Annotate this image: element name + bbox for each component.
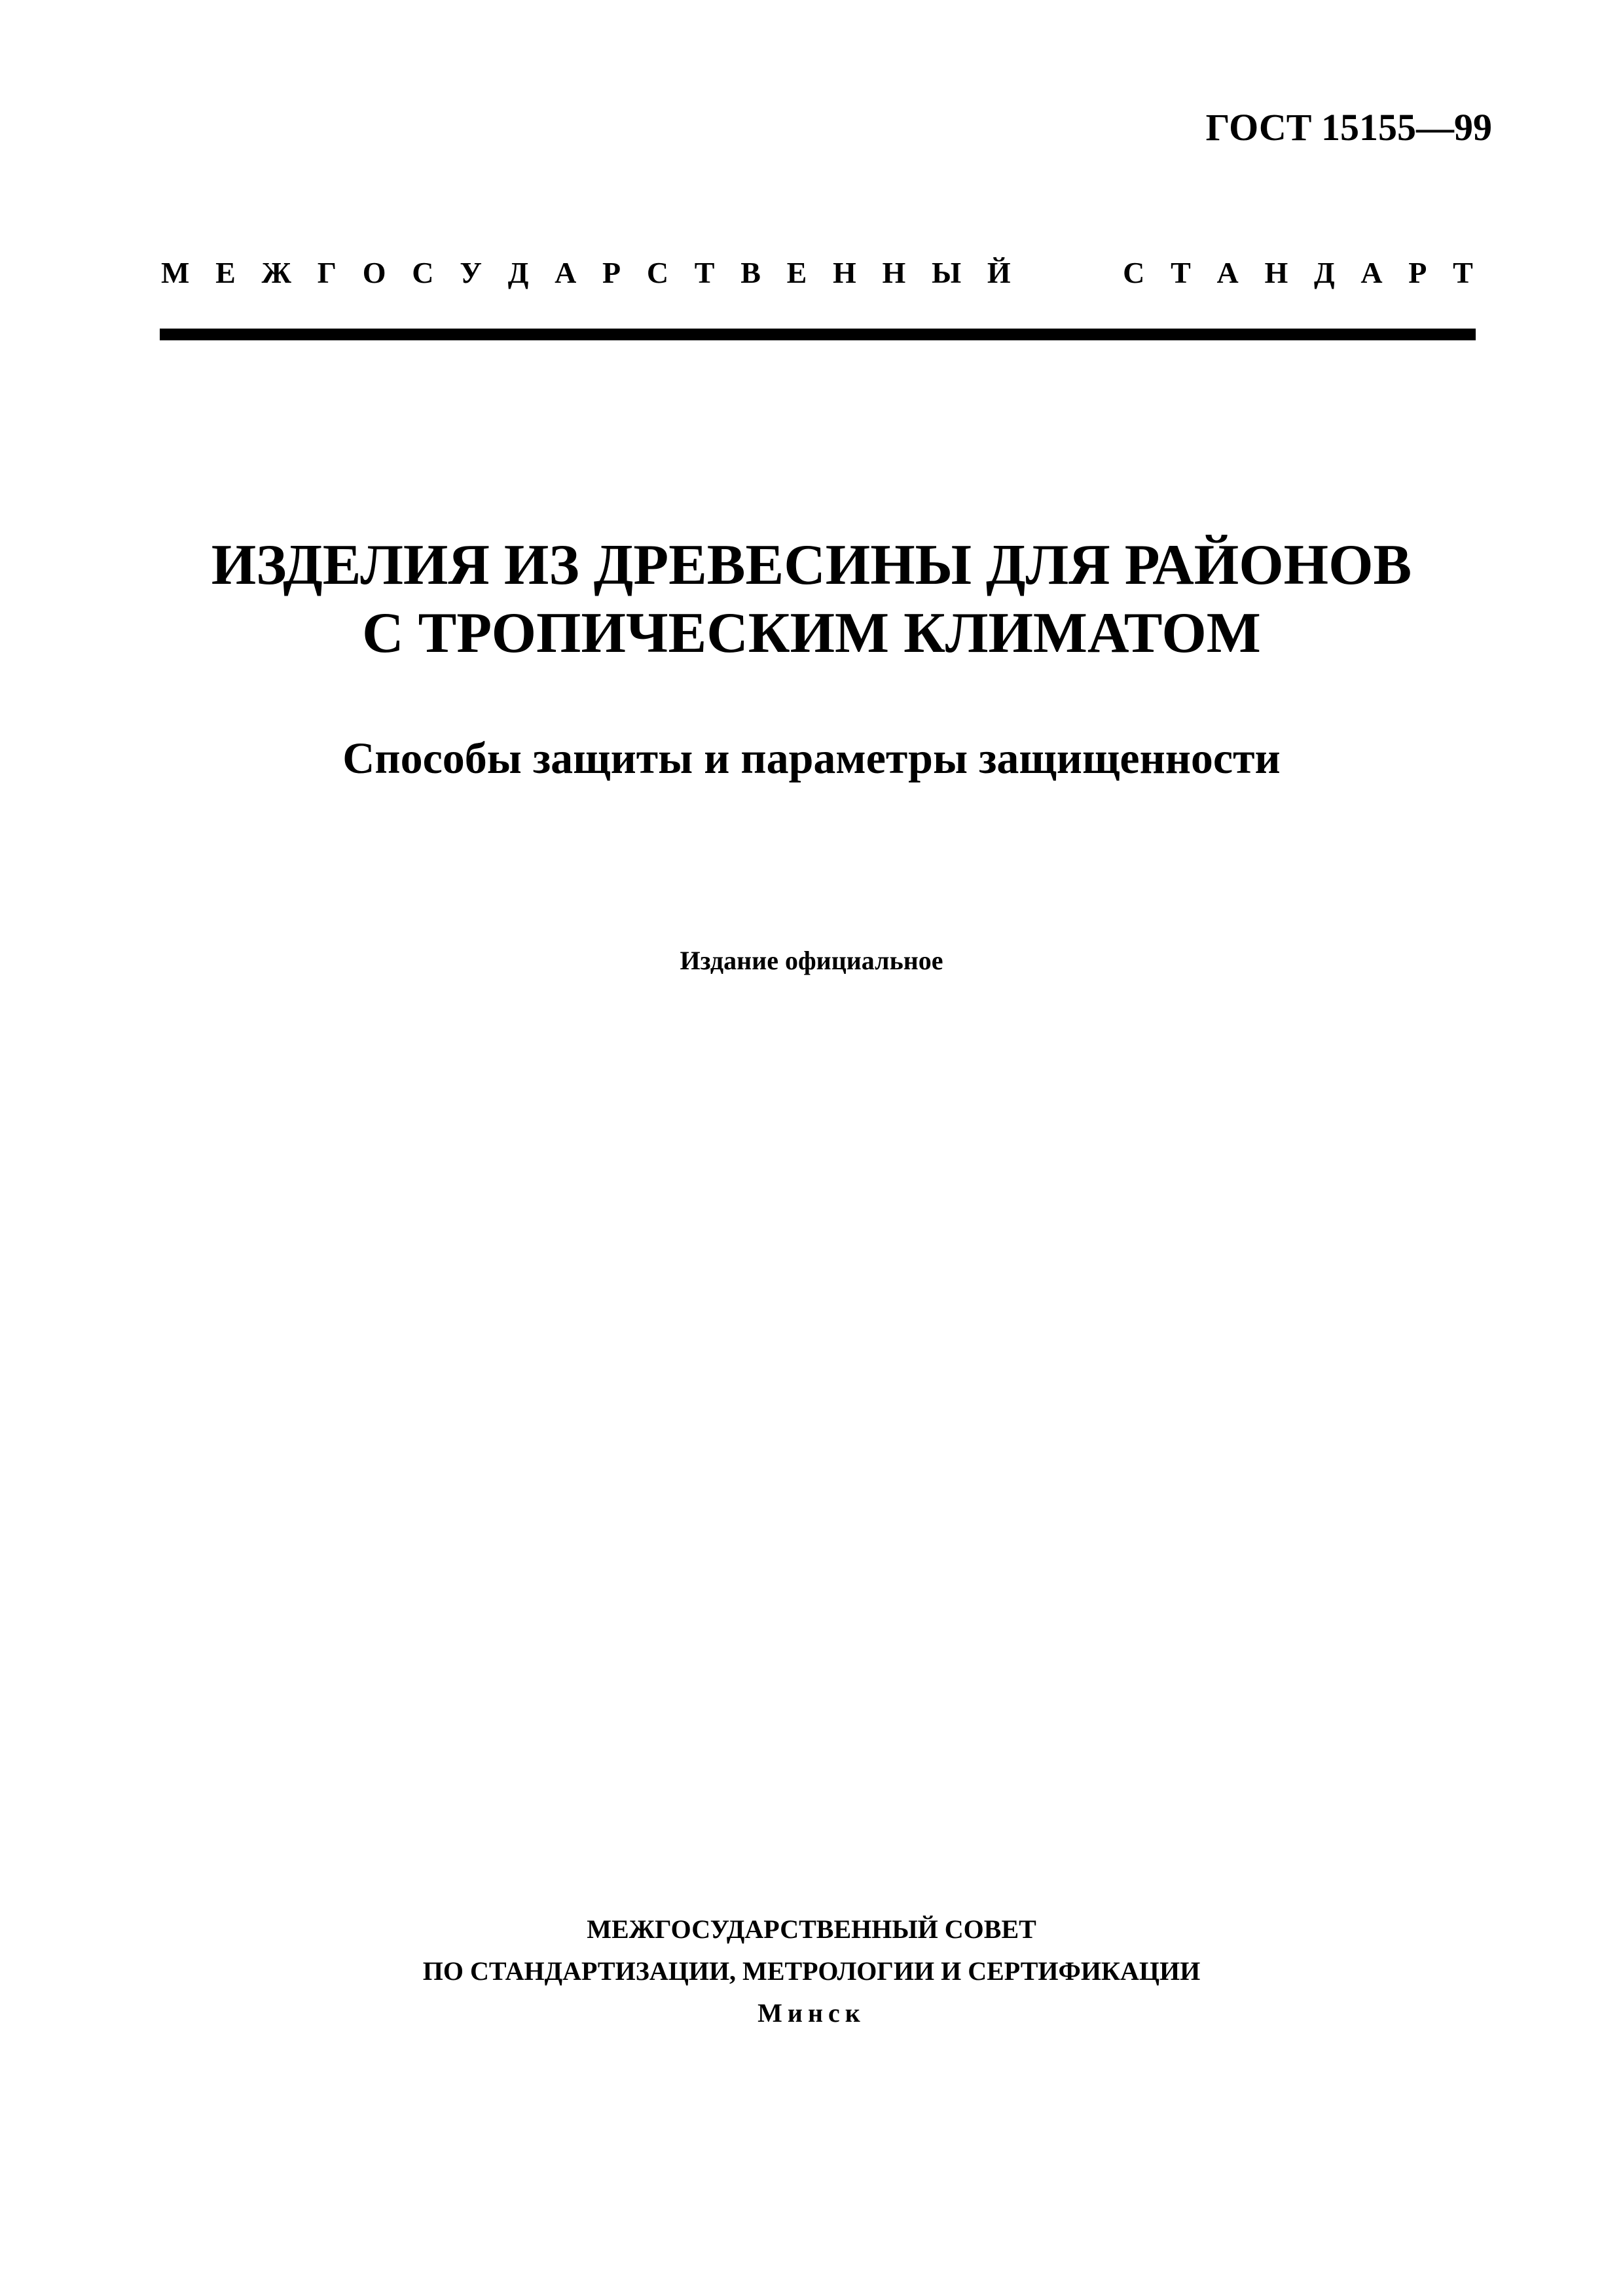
standard-type-letter-1-1: М xyxy=(161,256,190,289)
standard-type-letter-1-16: Н xyxy=(882,256,906,289)
document-title xyxy=(0,531,1623,668)
standard-type-letter-1-18: Й xyxy=(987,256,1011,289)
standard-type-letter-1-8: Д xyxy=(507,256,529,289)
standard-type-letter-2-6: А xyxy=(1360,256,1383,289)
header-rule xyxy=(160,329,1476,340)
standard-type-letter-1-13: В xyxy=(740,256,761,289)
title-line-2: С ТРОПИЧЕСКИМ КЛИМАТОМ xyxy=(362,601,1261,665)
standard-type-letter-1-6: С xyxy=(412,256,434,289)
standard-type-heading xyxy=(161,258,1473,288)
standard-type-letter-2-1: С xyxy=(1123,256,1145,289)
document-subtitle: Способы защиты и параметры защищенности xyxy=(342,733,1281,783)
title-line-1: ИЗДЕЛИЯ ИЗ ДРЕВЕСИНЫ ДЛЯ РАЙОНОВ xyxy=(211,533,1412,597)
document-number: ГОСТ 15155—99 xyxy=(1205,106,1492,149)
publisher-line-1: МЕЖГОСУДАРСТВЕННЫЙ СОВЕТ xyxy=(587,1914,1036,1944)
standard-type-letter-1-3: Ж xyxy=(261,256,292,289)
standard-type-letter-2-2: Т xyxy=(1171,256,1191,289)
standard-type-letter-2-8: Т xyxy=(1453,256,1473,289)
standard-type-letter-2-5: Д xyxy=(1313,256,1335,289)
standard-type-letter-1-17: Ы xyxy=(932,256,962,289)
standard-type-letter-1-9: А xyxy=(555,256,577,289)
publisher-city: Минск xyxy=(757,1998,866,2028)
standard-type-letter-1-12: Т xyxy=(694,256,715,289)
standard-type-letter-1-11: С xyxy=(646,256,669,289)
standard-type-letter-1-14: Е xyxy=(786,256,807,289)
standard-type-letter-2-7: Р xyxy=(1408,256,1427,289)
standard-type-letter-1-4: Г xyxy=(317,256,337,289)
edition-note: Издание официальное xyxy=(680,946,943,975)
publisher-block xyxy=(0,1909,1623,2034)
standard-type-letter-2-3: А xyxy=(1216,256,1239,289)
standard-type-letter-1-5: О xyxy=(362,256,386,289)
publisher-line-2: ПО СТАНДАРТИЗАЦИИ, МЕТРОЛОГИИ И СЕРТИФИКАЦИИ xyxy=(422,1956,1201,1986)
standard-type-letter-1-10: Р xyxy=(602,256,621,289)
standard-type-letter-1-2: Е xyxy=(215,256,236,289)
standard-type-letter-1-7: У xyxy=(460,256,482,289)
standard-type-letter-1-15: Н xyxy=(833,256,856,289)
standard-type-letter-2-4: Н xyxy=(1264,256,1288,289)
